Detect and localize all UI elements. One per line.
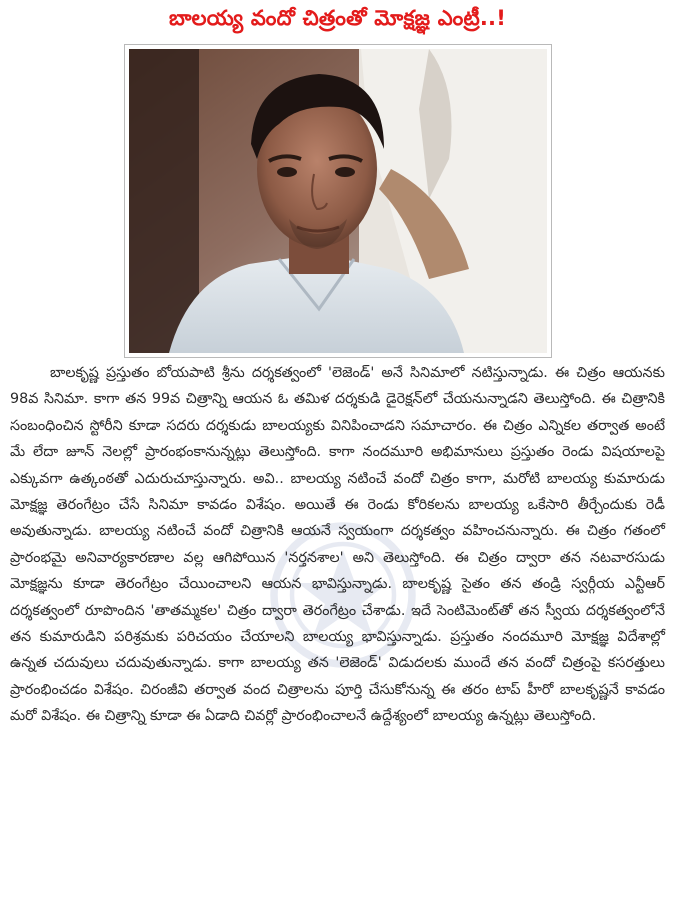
portrait-photo (129, 49, 547, 353)
article-title: బాలయ్య వందో చిత్రంతో మోక్షజ్ఞ ఎంట్రీ..! (168, 6, 507, 30)
article-body: బాలకృష్ణ ప్రస్తుతం బోయపాటి శ్రీను దర్శకత్వంలో 'లెజెండ్' అనే సినిమాలో నటిస్తున్నాడు. ఈ చిత్రం ఆయనకు 98వ సినిమా. కాగా తన 99వ చిత్రాన్ని ఆయన ఓ తమిళ దర్శకుడి డైరెక్షన్‌లో చేయనున్నాడని తెలుస్తోంది. ఈ చిత్రానికి సంబంధించిన స్టోరీని కూడా సదరు దర్శకుడు బాలయ్యకు వినిపించాడని సమాచారం. ఈ చిత్రం ఎన్నికల తర్వాత అంటే మే లేదా జూన్ నెలల్లో ప్రారంభంకానున్నట్లు తెలుస్తోంది. కాగా నందమూరి అభిమానులు ప్రస్తుతం రెండు విషయాలపై ఎక్కువగా ఉత్కంఠతో ఎదురుచూస్తున్నారు. అవి.. బాలయ్య నటించే వందో చిత్రం కాగా, మరోటి బాలయ్య కుమారుడు మోక్షజ్ఞ తెరంగేట్రం చేసే సినిమా కావడం విశేషం. అయితే ఈ రెండు కోరికలను బాలయ్య ఒకేసారి తీర్చేందుకు రెడీ అవుతున్నాడు. బాలయ్య నటించే వందో చిత్రానికి ఆయనే స్వయంగా దర్శకత్వం వహించనున్నారు. ఈ చిత్రం గతంలో ప్రారంభమై అనివార్యకారణాల వల్ల ఆగిపోయిన 'నర్తనశాల' అని తెలుస్తోంది. ఈ చిత్రం ద్వారా తన నటవారసుడు మోక్షజ్ఞను కూడా తెరంగేట్రం చేయించాలని ఆయన భావిస్తున్నాడు. బాలకృష్ణ సైతం తన తండ్రి స్వర్గీయ ఎన్టీఆర్ దర్శకత్వంలో రూపొందిన 'తాతమ్మకల' చిత్రం ద్వారా తెరంగేట్రం చేశాడు. ఇదే సెంటిమెంట్‌తో తన స్వీయ దర్శకత్వంలోనే తన కుమారుడిని పరిశ్రమకు పరిచయం చేయాలని బాలయ్య భావిస్తున్నాడు. ప్రస్తుతం నందమూరి మోక్షజ్ఞ విదేశాల్లో ఉన్నత చదువులు చదువుతున్నాడు. కాగా బాలయ్య తన 'లెజెండ్' విడుదలకు ముందే తన వందో చిత్రంపై కసరత్తులు ప్రారంభించడం విశేషం. చిరంజీవి తర్వాత వంద చిత్రాలను పూర్తి చేసుకోనున్న ఈ తరం టాప్ హీరో బాలకృష్ణనే కావడం మరో విశేషం. ఈ చిత్రాన్ని కూడా ఈ ఏడాది చివర్లో ప్రారంభించాలనే ఉద్దేశ్యంలో బాలయ్య ఉన్నట్లు తెలుస్తోంది. (10, 365, 665, 725)
article-photo (124, 44, 552, 358)
